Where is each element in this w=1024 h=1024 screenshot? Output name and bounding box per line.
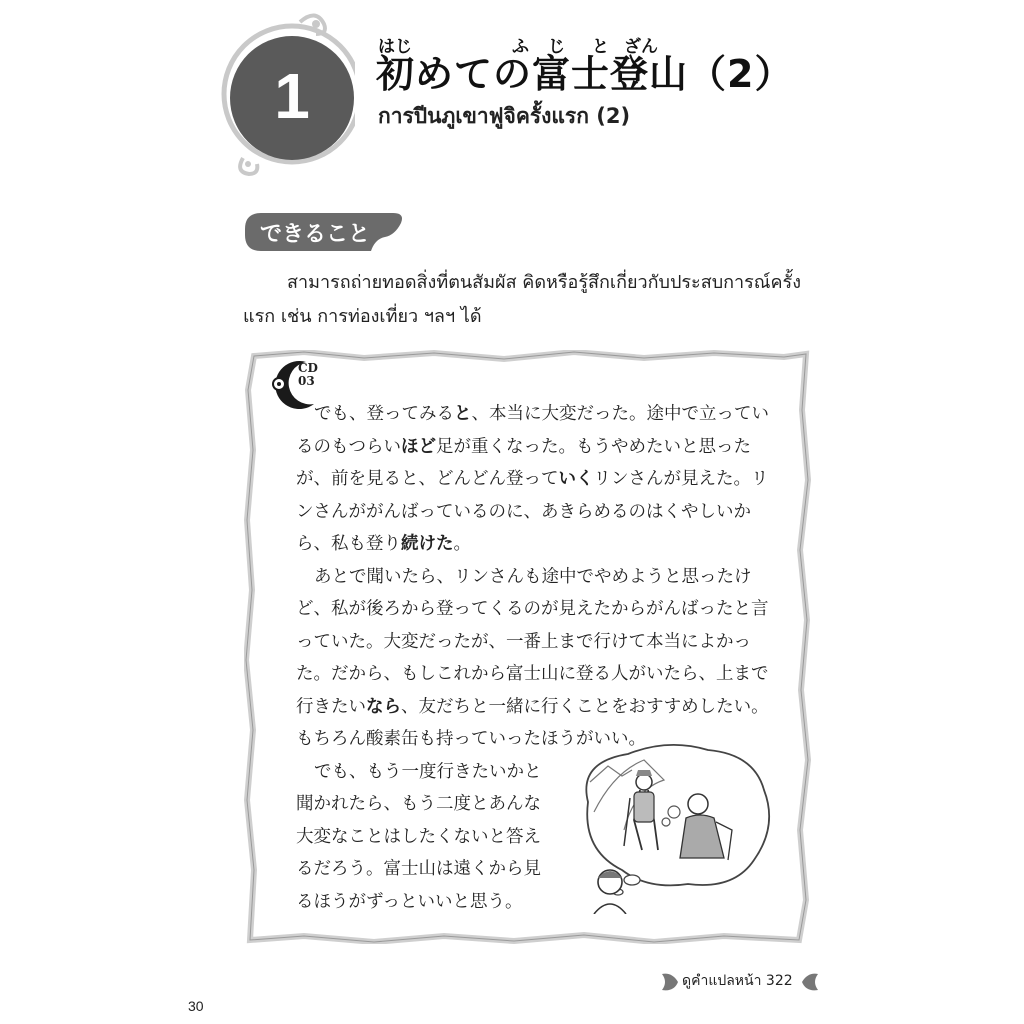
cd-track-number: 03 xyxy=(298,374,315,388)
grammar-point: と xyxy=(454,404,472,424)
cd-label-line: CD xyxy=(298,361,318,375)
objective-label: できること xyxy=(260,222,371,247)
title-ruby: と xyxy=(592,37,609,57)
page-subtitle: การปีนภูเขาฟูจิครั้งแรก (2) xyxy=(378,104,631,128)
page-number: 30 xyxy=(188,998,204,1014)
cd-track-label xyxy=(298,362,318,388)
story-text-run: リンさんが見えた。リンさんががんばっているのに、あきらめるのはくやしいから、私も登り xyxy=(296,469,769,554)
translation-page-link[interactable]: ดูคำแปลหน้า 322 xyxy=(682,973,793,989)
story-text-run: 、友だちと一緒に行くことをおすすめしたい。もちろん酸素缶も持っていったほうがいい。 xyxy=(296,696,769,749)
story-text-run: 足が重くなった。もうやめたいと思ったが、前を見ると、どんどん登って xyxy=(296,436,751,489)
story-text-run: 、本当に大変だった。途中で立っているのもつらい xyxy=(296,404,769,457)
grammar-point: いく xyxy=(558,469,594,489)
title-ruby: ざん xyxy=(624,37,658,57)
grammar-point: 続けた xyxy=(401,534,454,554)
story-text-run: でも、登ってみる xyxy=(314,404,454,424)
objective-text: สามารถถ่ายทอดสิ่งที่ตนสัมผัส คิดหรือรู้สึกเกี่ยวกับประสบการณ์ครั้งแรก เช่น การท่องเที่ยว ฯลฯ ได้ xyxy=(243,272,801,327)
title-ruby: はじ xyxy=(378,37,412,57)
story-text-run: あとで聞いたら、リンさんも途中でやめようと思ったけど、私が後ろから登ってくるのが見えたからがんばったと言っていた。大変だったが、一番上まで行けて本当によかった。だから、もしこれから富士山に登る人がいたら、上まで行きたい xyxy=(296,566,769,717)
climber-thought-icon xyxy=(574,742,774,914)
title-ruby: ふ xyxy=(512,37,529,57)
story-paragraph xyxy=(296,561,770,756)
story-paragraph xyxy=(296,398,770,561)
grammar-point: ほど xyxy=(401,436,436,457)
grammar-point: なら xyxy=(366,696,401,717)
title-ruby: じ xyxy=(548,37,565,57)
chapter-number: 1 xyxy=(274,60,310,132)
page-title: 初めての富士登山（2） xyxy=(376,52,794,96)
story-paragraph: でも、もう一度行きたいかと聞かれたら、もう二度とあんな大変なことはしたくないと答えるだろう。富士山は遠くから見るほうがずっといいと思う。 xyxy=(296,761,542,912)
story-text-run: 。 xyxy=(453,534,471,554)
mountain-climbing-illustration xyxy=(574,742,774,914)
